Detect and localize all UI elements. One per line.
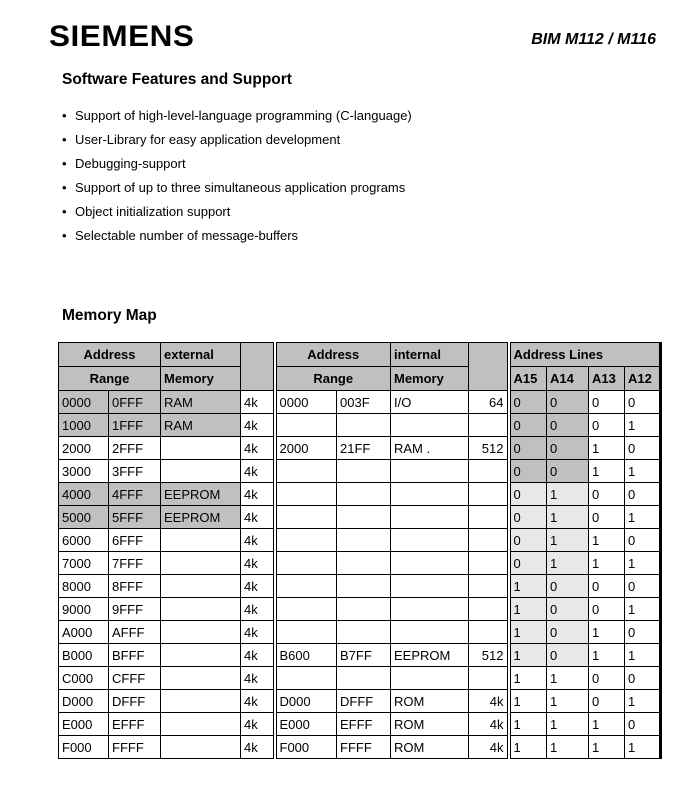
a15-cell: 0 [509,552,547,575]
a14-cell: 1 [547,690,589,713]
int-from-cell: 0000 [275,391,337,414]
a12-cell: 1 [625,506,661,529]
table-row [59,621,661,644]
ext-from-cell: 3000 [59,460,109,483]
ext-from-cell: 8000 [59,575,109,598]
a12-cell: 1 [625,552,661,575]
int-to-cell [337,552,391,575]
int-to-cell [337,506,391,529]
table-row [59,690,661,713]
a14-cell: 0 [547,414,589,437]
int-size-cell [469,483,509,506]
int-from-cell [275,552,337,575]
ext-to-cell: AFFF [109,621,161,644]
a13-cell: 0 [589,391,625,414]
header-a15: A15 [509,367,547,391]
ext-to-cell: 3FFF [109,460,161,483]
ext-from-cell: 5000 [59,506,109,529]
int-memory-cell: ROM [391,690,469,713]
ext-memory-cell [161,598,241,621]
feature-item [62,132,412,156]
a14-cell: 1 [547,529,589,552]
int-to-cell [337,667,391,690]
int-to-cell: DFFF [337,690,391,713]
a12-cell: 0 [625,437,661,460]
int-to-cell [337,598,391,621]
ext-to-cell: 1FFF [109,414,161,437]
ext-to-cell: CFFF [109,667,161,690]
a15-cell: 0 [509,414,547,437]
a13-cell: 1 [589,460,625,483]
ext-from-cell: B000 [59,644,109,667]
table-row [59,483,661,506]
ext-size-cell: 4k [241,414,275,437]
int-size-cell: 4k [469,736,509,759]
ext-size-cell: 4k [241,506,275,529]
feature-text: Selectable number of message-buffers [75,228,299,243]
ext-memory-cell [161,437,241,460]
a15-cell: 1 [509,644,547,667]
int-size-cell [469,621,509,644]
feature-item [62,180,412,204]
a14-cell: 0 [547,575,589,598]
ext-size-cell: 4k [241,621,275,644]
int-to-cell [337,460,391,483]
a14-cell: 0 [547,391,589,414]
a12-cell: 0 [625,483,661,506]
table-row [59,575,661,598]
a15-cell: 1 [509,598,547,621]
memory-map-table [58,342,662,759]
ext-memory-cell: RAM [161,414,241,437]
ext-memory-cell [161,575,241,598]
ext-size-cell: 4k [241,483,275,506]
a12-cell: 0 [625,575,661,598]
ext-to-cell: 6FFF [109,529,161,552]
memory-map-body [59,391,661,759]
table-row [59,644,661,667]
ext-to-cell: FFFF [109,736,161,759]
header-memory-2: Memory [391,367,469,391]
ext-memory-cell: RAM [161,391,241,414]
a12-cell: 1 [625,644,661,667]
int-to-cell [337,575,391,598]
a12-cell: 1 [625,460,661,483]
feature-text: User-Library for easy application development [75,132,341,147]
int-memory-cell [391,575,469,598]
int-memory-cell: ROM [391,736,469,759]
a13-cell: 0 [589,575,625,598]
int-to-cell [337,621,391,644]
ext-size-cell: 4k [241,575,275,598]
header-ext-size [241,343,275,391]
a15-cell: 0 [509,391,547,414]
a13-cell: 0 [589,414,625,437]
ext-size-cell: 4k [241,437,275,460]
int-memory-cell [391,506,469,529]
ext-size-cell: 4k [241,667,275,690]
int-from-cell [275,529,337,552]
int-from-cell [275,506,337,529]
a12-cell: 1 [625,414,661,437]
header-internal-memory: internal [391,343,469,367]
table-row [59,391,661,414]
ext-size-cell: 4k [241,736,275,759]
ext-from-cell: 0000 [59,391,109,414]
int-memory-cell [391,414,469,437]
a14-cell: 1 [547,713,589,736]
memory-map-title: Memory Map [62,307,157,324]
ext-to-cell: 4FFF [109,483,161,506]
memory-map-header [59,343,661,391]
a13-cell: 1 [589,644,625,667]
int-from-cell: D000 [275,690,337,713]
int-from-cell [275,460,337,483]
int-size-cell [469,552,509,575]
header-a12: A12 [625,367,661,391]
int-memory-cell [391,483,469,506]
a13-cell: 1 [589,529,625,552]
ext-from-cell: 2000 [59,437,109,460]
ext-from-cell: 9000 [59,598,109,621]
a12-cell: 0 [625,713,661,736]
header-int-size [469,343,509,391]
int-memory-cell [391,598,469,621]
a15-cell: 1 [509,713,547,736]
bullet-icon: • [62,156,67,171]
table-row [59,667,661,690]
header-range: Range [59,367,161,391]
ext-memory-cell [161,529,241,552]
bullet-icon: • [62,108,67,123]
ext-memory-cell [161,460,241,483]
int-size-cell [469,414,509,437]
table-row [59,437,661,460]
a12-cell: 0 [625,621,661,644]
ext-to-cell: 7FFF [109,552,161,575]
document-code: BIM M112 / M116 [531,31,656,48]
int-memory-cell: I/O [391,391,469,414]
int-memory-cell: ROM [391,713,469,736]
ext-to-cell: 2FFF [109,437,161,460]
a13-cell: 0 [589,598,625,621]
int-from-cell [275,598,337,621]
header-external-memory: external [161,343,241,367]
ext-from-cell: F000 [59,736,109,759]
a15-cell: 0 [509,483,547,506]
ext-from-cell: 6000 [59,529,109,552]
ext-size-cell: 4k [241,644,275,667]
header-range-2: Range [275,367,391,391]
a13-cell: 0 [589,690,625,713]
feature-item [62,156,412,180]
int-size-cell: 512 [469,437,509,460]
a15-cell: 0 [509,506,547,529]
ext-from-cell: A000 [59,621,109,644]
ext-size-cell: 4k [241,391,275,414]
feature-text: Support of up to three simultaneous application programs [75,180,406,195]
ext-from-cell: 7000 [59,552,109,575]
a15-cell: 0 [509,437,547,460]
int-size-cell [469,506,509,529]
header-a14: A14 [547,367,589,391]
table-row [59,460,661,483]
a13-cell: 0 [589,667,625,690]
table-row [59,736,661,759]
ext-from-cell: 4000 [59,483,109,506]
features-title: Software Features and Support [62,71,292,88]
feature-item [62,228,412,252]
header-address-range: Address [59,343,161,367]
ext-to-cell: 9FFF [109,598,161,621]
int-from-cell [275,575,337,598]
features-list [62,108,412,252]
int-memory-cell: EEPROM [391,644,469,667]
int-size-cell: 4k [469,713,509,736]
ext-to-cell: BFFF [109,644,161,667]
a12-cell: 1 [625,736,661,759]
int-size-cell [469,575,509,598]
int-from-cell [275,667,337,690]
table-row [59,713,661,736]
a14-cell: 1 [547,667,589,690]
a15-cell: 0 [509,529,547,552]
a13-cell: 1 [589,621,625,644]
ext-to-cell: 8FFF [109,575,161,598]
bullet-icon: • [62,180,67,195]
int-from-cell: E000 [275,713,337,736]
int-to-cell [337,483,391,506]
ext-memory-cell [161,713,241,736]
ext-size-cell: 4k [241,460,275,483]
a13-cell: 1 [589,552,625,575]
feature-text: Support of high-level-language programming (C-language) [75,108,412,123]
ext-from-cell: 1000 [59,414,109,437]
a14-cell: 1 [547,736,589,759]
int-size-cell: 4k [469,690,509,713]
int-from-cell [275,414,337,437]
ext-memory-cell [161,690,241,713]
a15-cell: 1 [509,690,547,713]
a15-cell: 1 [509,667,547,690]
a15-cell: 1 [509,621,547,644]
int-memory-cell [391,529,469,552]
int-from-cell: 2000 [275,437,337,460]
ext-memory-cell [161,667,241,690]
int-from-cell: B600 [275,644,337,667]
header-address-lines: Address Lines [509,343,661,367]
ext-size-cell: 4k [241,598,275,621]
int-size-cell: 64 [469,391,509,414]
a12-cell: 0 [625,391,661,414]
ext-size-cell: 4k [241,552,275,575]
a15-cell: 1 [509,736,547,759]
int-memory-cell [391,460,469,483]
feature-item [62,204,412,228]
int-to-cell: B7FF [337,644,391,667]
a14-cell: 1 [547,552,589,575]
ext-memory-cell [161,644,241,667]
a12-cell: 1 [625,690,661,713]
int-from-cell [275,621,337,644]
a13-cell: 0 [589,483,625,506]
feature-item [62,108,412,132]
header-address-range-2: Address [275,343,391,367]
int-size-cell [469,598,509,621]
int-size-cell [469,529,509,552]
a14-cell: 0 [547,598,589,621]
ext-to-cell: 5FFF [109,506,161,529]
a14-cell: 0 [547,621,589,644]
a14-cell: 0 [547,460,589,483]
a15-cell: 0 [509,460,547,483]
a12-cell: 0 [625,529,661,552]
a15-cell: 1 [509,575,547,598]
ext-size-cell: 4k [241,690,275,713]
bullet-icon: • [62,228,67,243]
ext-from-cell: D000 [59,690,109,713]
bullet-icon: • [62,132,67,147]
ext-size-cell: 4k [241,529,275,552]
int-from-cell: F000 [275,736,337,759]
a14-cell: 0 [547,644,589,667]
a14-cell: 1 [547,506,589,529]
int-to-cell: FFFF [337,736,391,759]
ext-size-cell: 4k [241,713,275,736]
table-row [59,552,661,575]
int-size-cell [469,460,509,483]
a13-cell: 0 [589,506,625,529]
ext-memory-cell [161,621,241,644]
ext-from-cell: C000 [59,667,109,690]
int-memory-cell [391,667,469,690]
feature-text: Object initialization support [75,204,231,219]
ext-to-cell: DFFF [109,690,161,713]
ext-from-cell: E000 [59,713,109,736]
a13-cell: 1 [589,736,625,759]
table-row [59,598,661,621]
bullet-icon: • [62,204,67,219]
int-to-cell: EFFF [337,713,391,736]
ext-memory-cell [161,736,241,759]
ext-memory-cell: EEPROM [161,506,241,529]
ext-memory-cell [161,552,241,575]
table-row [59,529,661,552]
int-memory-cell [391,621,469,644]
header-memory: Memory [161,367,241,391]
a13-cell: 1 [589,437,625,460]
table-row [59,414,661,437]
ext-to-cell: EFFF [109,713,161,736]
ext-memory-cell: EEPROM [161,483,241,506]
table-row [59,506,661,529]
int-to-cell [337,529,391,552]
feature-text: Debugging-support [75,156,186,171]
a12-cell: 1 [625,598,661,621]
int-memory-cell [391,552,469,575]
int-from-cell [275,483,337,506]
header-a13: A13 [589,367,625,391]
int-to-cell [337,414,391,437]
a14-cell: 0 [547,437,589,460]
ext-to-cell: 0FFF [109,391,161,414]
int-memory-cell: RAM . [391,437,469,460]
siemens-logo: SIEMENS [49,20,195,53]
a12-cell: 0 [625,667,661,690]
int-size-cell: 512 [469,644,509,667]
a14-cell: 1 [547,483,589,506]
int-size-cell [469,667,509,690]
int-to-cell: 003F [337,391,391,414]
a13-cell: 1 [589,713,625,736]
int-to-cell: 21FF [337,437,391,460]
